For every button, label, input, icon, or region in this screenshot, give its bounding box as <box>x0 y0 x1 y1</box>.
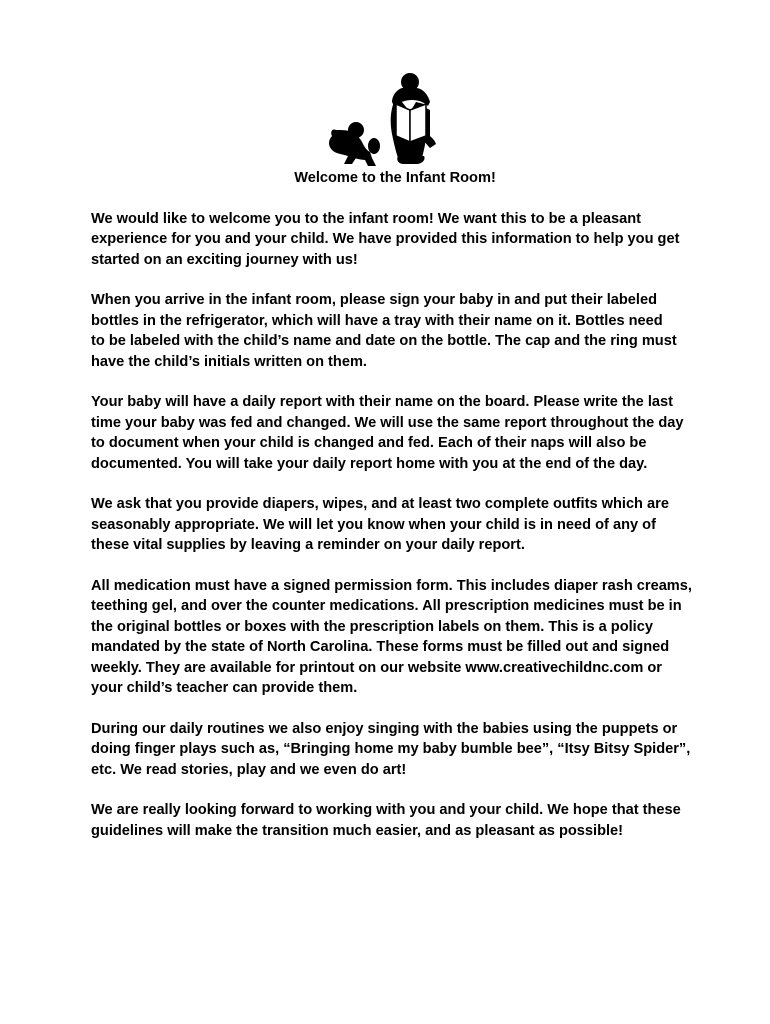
text-line: have the child’s initials written on them. <box>91 353 367 370</box>
text-line: We would like to welcome you to the infant room! We want this to be a pleasant <box>91 210 642 227</box>
paragraph-welcome <box>91 209 691 270</box>
text-line: Your baby will have a daily report with their name on the board. Please write the last <box>91 394 674 411</box>
text-line: doing finger plays such as, “Bringing home my baby bumble bee”, “Itsy Bitsy Spider”, <box>91 741 691 758</box>
text-line: started on an exciting journey with us! <box>91 251 358 268</box>
text-line: We are really looking forward to working with you and your child. We hope that these <box>91 802 681 819</box>
text-line: your child’s teacher can provide them. <box>91 680 358 697</box>
text-line: the original bottles or boxes with the prescription labels on them. This is a policy <box>91 618 653 635</box>
text-line: experience for you and your child. We have provided this information to help you get <box>91 231 680 248</box>
text-line: teething gel, and over the counter medications. All prescription medicines must be in <box>91 598 682 615</box>
paragraph-closing <box>91 800 691 841</box>
paragraph-arrival <box>91 290 691 372</box>
text-line: mandated by the state of North Carolina. These forms must be filled out and signed <box>91 639 670 656</box>
text-line: When you arrive in the infant room, please sign your baby in and put their labeled <box>91 292 657 309</box>
paragraph-routines <box>91 719 691 780</box>
document-title: Welcome to the Infant Room! <box>294 170 496 186</box>
text-line: During our daily routines we also enjoy singing with the babies using the puppets or <box>91 720 678 737</box>
text-line: guidelines will make the transition much easier, and as pleasant as possible! <box>91 822 624 839</box>
text-line: weekly. They are available for printout on our website www.creativechildnc.com or <box>91 659 662 676</box>
text-line: time your baby was fed and changed. We will use the same report throughout the day <box>91 414 684 431</box>
text-line: All medication must have a signed permission form. This includes diaper rash creams, <box>91 578 692 595</box>
text-line: documented. You will take your daily report home with you at the end of the day. <box>91 455 648 472</box>
paragraph-daily-report <box>91 392 691 474</box>
text-line: to be labeled with the child’s name and date on the bottle. The cap and the ring must <box>91 333 677 350</box>
text-line: these vital supplies by leaving a reminder on your daily report. <box>91 537 525 554</box>
paragraph-medication <box>91 576 691 698</box>
text-line: to document when your child is changed and fed. Each of their naps will also be <box>91 435 647 452</box>
child-reading-silhouette-icon <box>326 72 446 168</box>
text-line: bottles in the refrigerator, which will have a tray with their name on it. Bottles need <box>91 312 663 329</box>
letter-body <box>91 168 691 862</box>
text-line: seasonably appropriate. We will let you know when your child is in need of any of <box>91 516 656 533</box>
text-line: We ask that you provide diapers, wipes, and at least two complete outfits which are <box>91 496 669 513</box>
text-line: etc. We read stories, play and we even do art! <box>91 761 407 778</box>
paragraph-supplies <box>91 494 691 555</box>
